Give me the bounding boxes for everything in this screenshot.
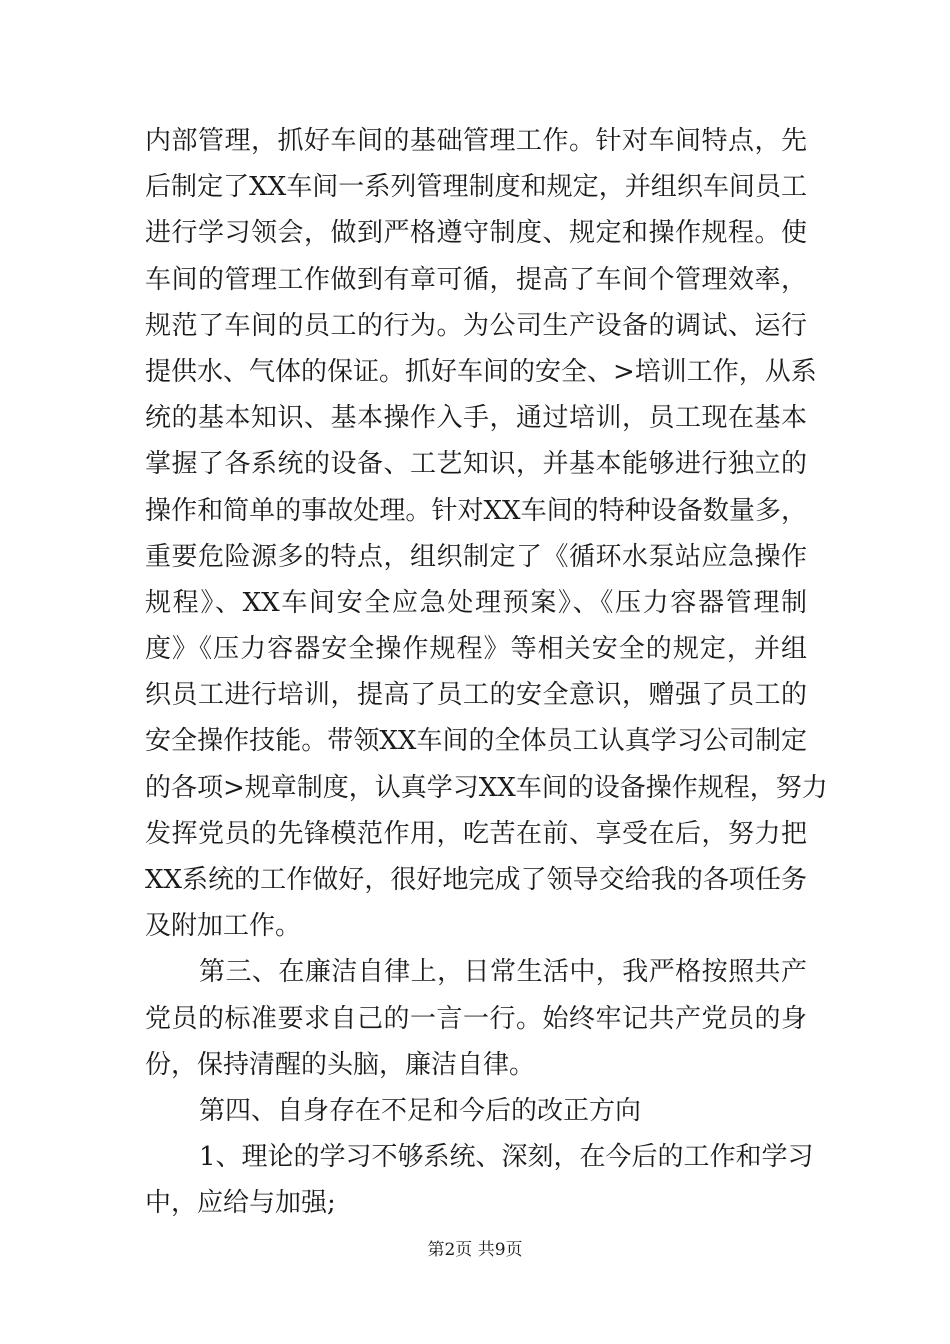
- text-line: 份，保持清醒的头脑，廉洁自律。: [145, 1049, 536, 1080]
- text-line: 度》《压力容器安全操作规程》等相关安全的规定，并组: [145, 634, 807, 665]
- text-line: 安全操作技能。带领XX车间的全体员工认真学习公司制定: [145, 726, 807, 757]
- text-line: 提供水、气体的保证。抓好车间的安全、>培训工作，从系: [145, 356, 817, 387]
- text-line: 党员的标准要求自己的一言一行。始终牢记共产党员的身: [145, 1003, 807, 1034]
- text-line: 统的基本知识、基本操作入手，通过培训，员工现在基本: [145, 403, 807, 434]
- text-line: 规程》、XX车间安全应急处理预案》、《压力容器管理制: [145, 587, 807, 618]
- text-line: 第三、在廉洁自律上，日常生活中，我严格按照共产: [199, 957, 807, 988]
- text-line: 后制定了XX车间一系列管理制度和规定，并组织车间员工: [145, 172, 807, 203]
- page-footer: 第2页 共9页: [427, 1240, 523, 1260]
- text-line: 车间的管理工作做到有章可循，提高了车间个管理效率，: [145, 264, 807, 295]
- document-body: [145, 118, 828, 1227]
- text-line: 1、理论的学习不够系统、深刻，在今后的工作和学习: [199, 1142, 814, 1173]
- text-line: 发挥党员的先锋模范作用，吃苦在前、享受在后，努力把: [145, 818, 807, 849]
- text-line: 规范了车间的员工的行为。为公司生产设备的调试、运行: [145, 310, 807, 341]
- text-line: 中，应给与加强;: [145, 1188, 336, 1219]
- text-line: 的各项>规章制度，认真学习XX车间的设备操作规程，努力: [145, 772, 828, 803]
- text-line: 重要危险源多的特点，组织制定了《循环水泵站应急操作: [145, 541, 807, 572]
- text-line: 掌握了各系统的设备、工艺知识，并基本能够进行独立的: [145, 449, 807, 480]
- text-line: 进行学习领会，做到严格遵守制度、规定和操作规程。使: [145, 218, 807, 249]
- text-line: 第四、自身存在不足和今后的改正方向: [199, 1095, 642, 1126]
- text-line: 操作和简单的事故处理。针对XX车间的特种设备数量多，: [145, 495, 807, 526]
- text-line: 织员工进行培训，提高了员工的安全意识，赠强了员工的: [145, 680, 807, 711]
- text-line: 及附加工作。: [145, 911, 302, 942]
- text-line: 内部管理，抓好车间的基础管理工作。针对车间特点，先: [145, 126, 807, 156]
- text-line: XX系统的工作做好，很好地完成了领导交给我的各项任务: [145, 865, 807, 895]
